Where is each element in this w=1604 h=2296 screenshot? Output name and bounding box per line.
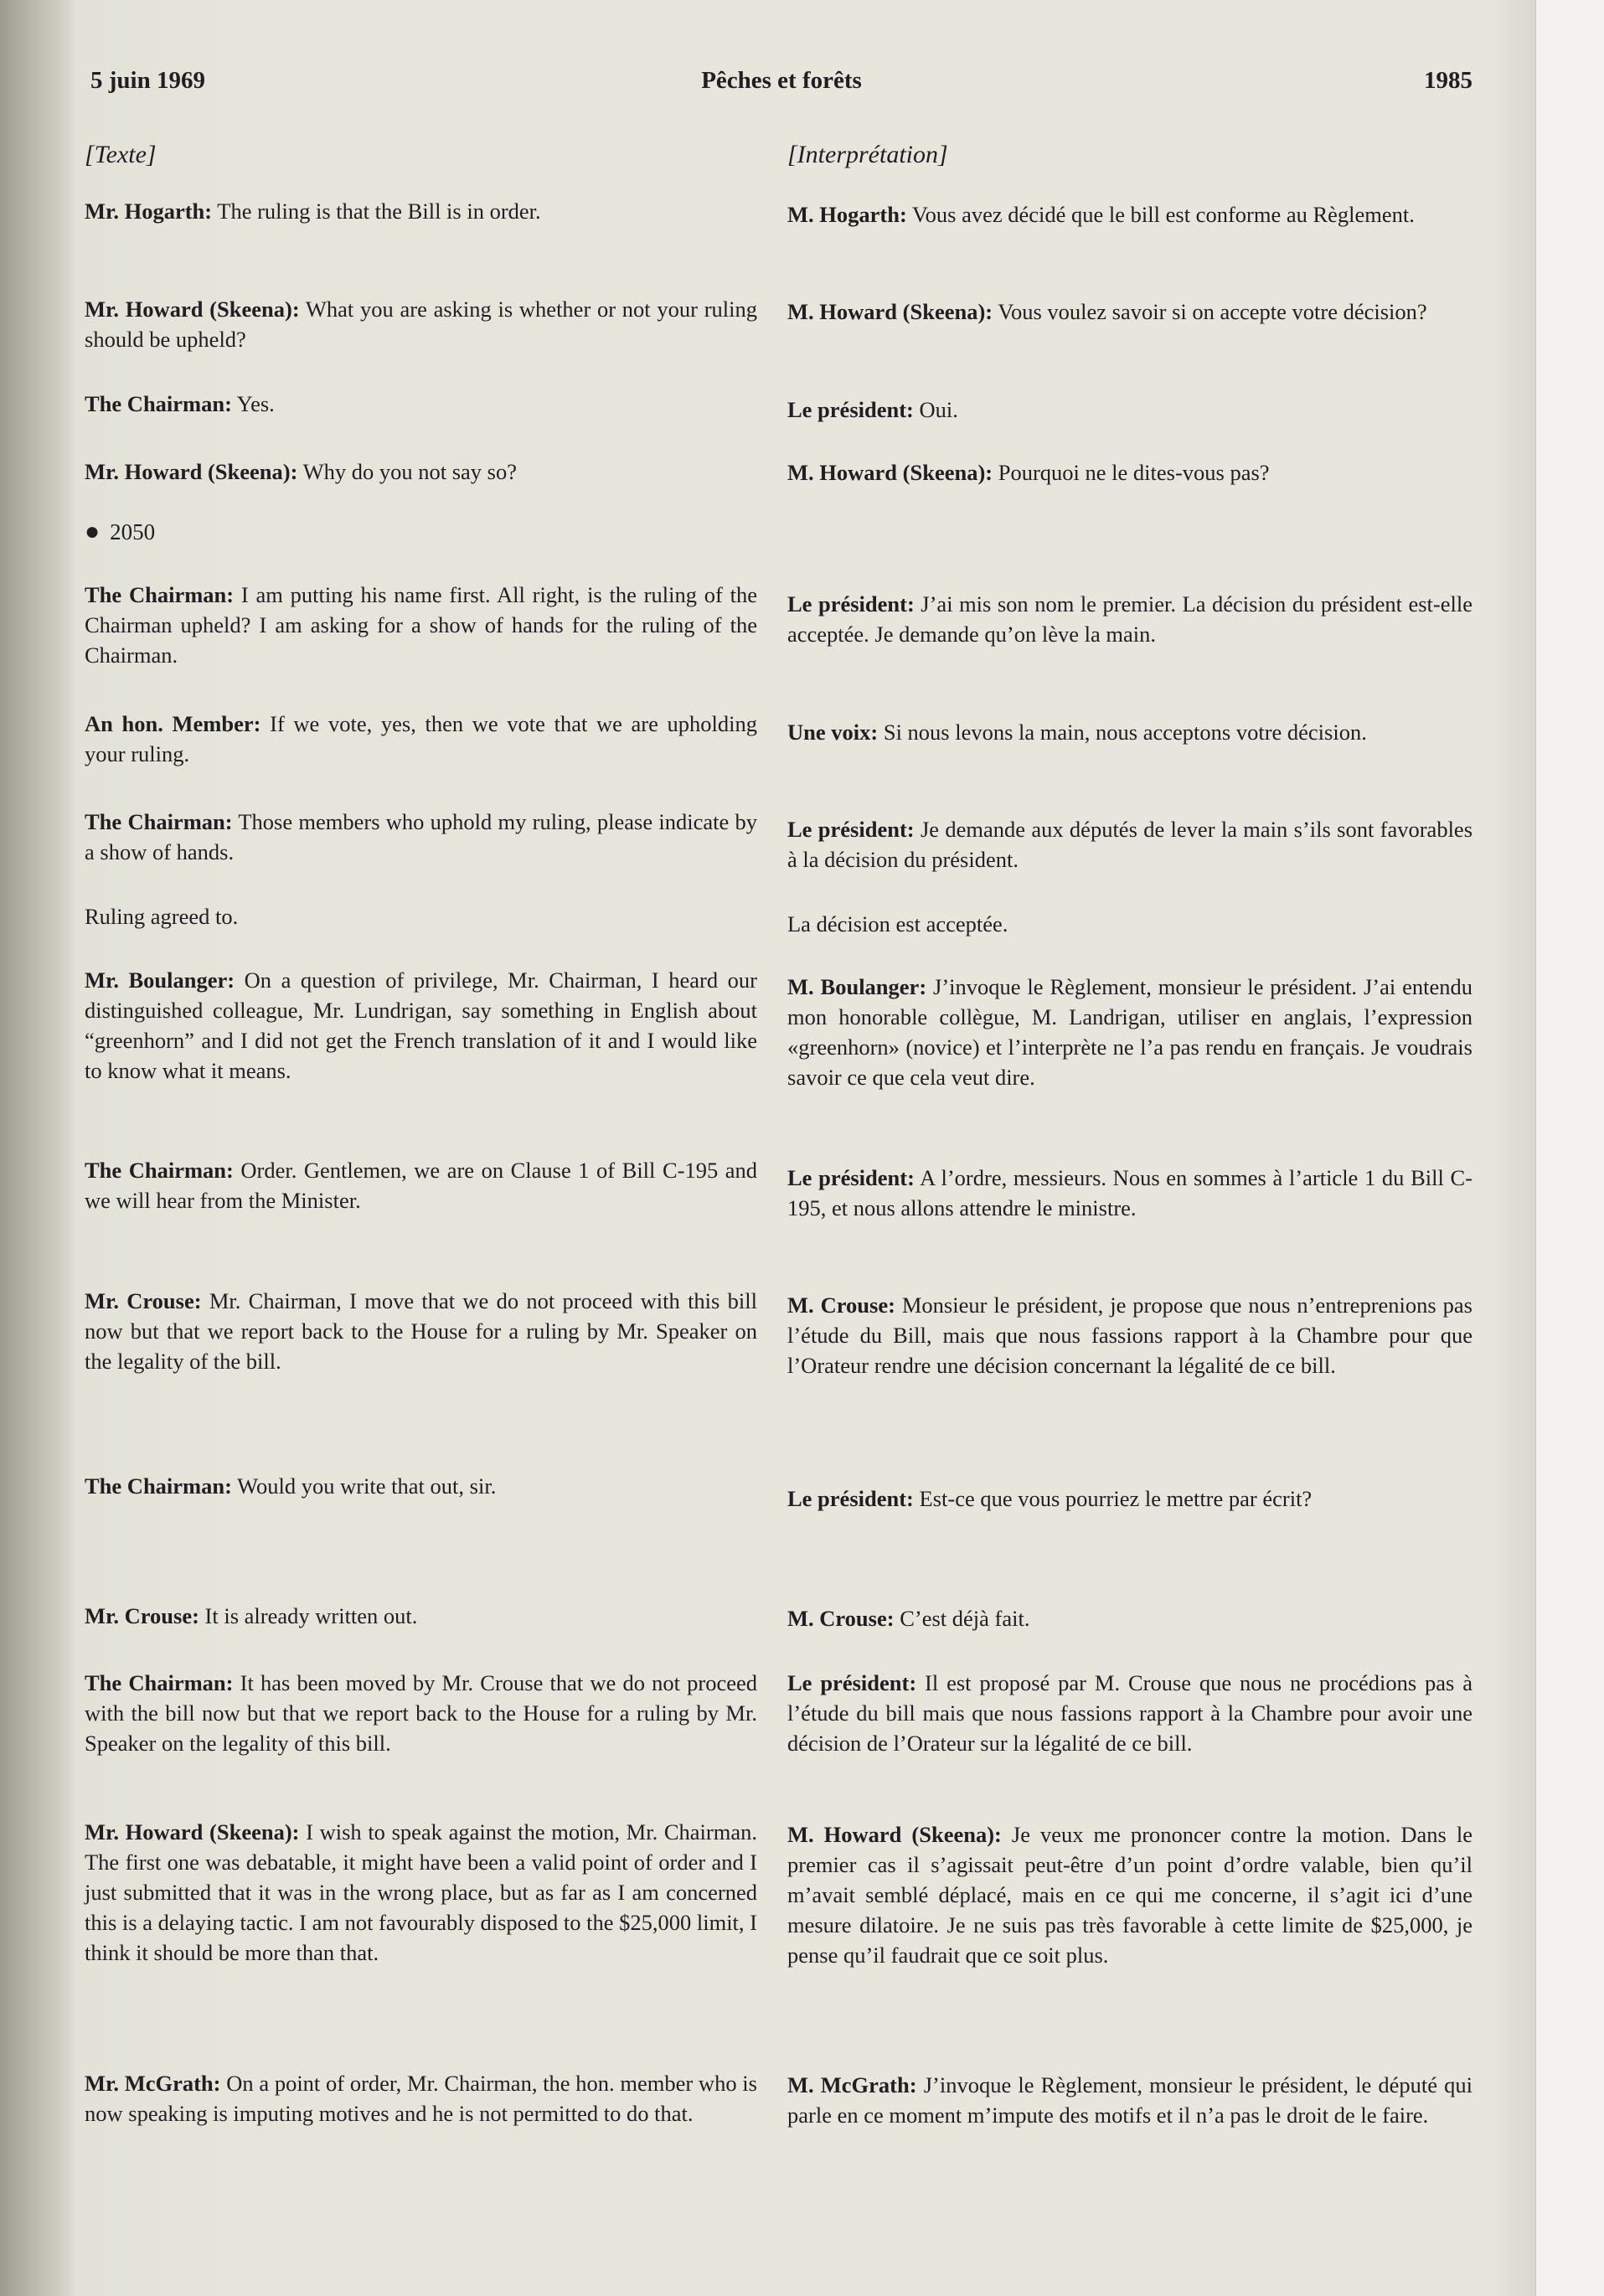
paragraph-en-14 xyxy=(85,1668,757,1758)
speaker: The Chairman: xyxy=(85,1473,232,1499)
speaker: Mr. McGrath: xyxy=(85,2071,221,2096)
speech-text: Yes. xyxy=(231,391,275,416)
speech-text: Vous avez décidé que le bill est conforme au Règlement. xyxy=(906,202,1415,227)
speaker: Mr. Hogarth: xyxy=(85,199,213,224)
paragraph-en-11 xyxy=(85,1286,757,1376)
speech-text: Je veux me prononcer contre la motion. Dans le premier cas il s’agissait peut-être d’un point d’ordre valable, bien qu’il m’avait semblé déplacé, mais en ce qui me concerne, il s’agit ici d’une mesure dilatoire. Je ne suis pas très favorable à cette limite de $25,000, je pense qu’il faudrait que ce soit plus. xyxy=(787,1822,1472,1968)
speaker: M. Boulanger: xyxy=(787,974,927,999)
speaker: M. Hogarth: xyxy=(787,202,907,227)
paragraph-fr-13 xyxy=(787,1603,1472,1633)
paragraph-en-6 xyxy=(85,709,757,769)
paragraph-fr-1 xyxy=(787,199,1472,230)
speech-text: Ruling agreed to. xyxy=(85,904,239,929)
speech-text: J’invoque le Règlement, monsieur le président, le député qui parle en ce moment m’impute des motifs et il n’a pas le droit de le faire. xyxy=(787,2072,1472,2128)
speaker: M. Howard (Skeena): xyxy=(787,299,993,324)
french-column-label: [Interprétation] xyxy=(787,141,948,168)
speaker: Le président: xyxy=(787,817,915,842)
speaker: Mr. Howard (Skeena): xyxy=(85,459,298,484)
speaker: The Chairman: xyxy=(85,1158,234,1183)
paragraph-fr-15 xyxy=(787,1819,1472,1970)
speech-text: Those members who uphold my ruling, please indicate by a show of hands. xyxy=(85,809,757,864)
paragraph-fr-14 xyxy=(787,1668,1472,1758)
speaker: Le président: xyxy=(787,591,915,617)
paragraph-fr-6 xyxy=(787,717,1472,747)
speaker: Une voix: xyxy=(787,720,879,745)
speech-text: J’invoque le Règlement, monsieur le président. J’ai entendu mon honorable collègue, M. Landrigan, utiliser en anglais, l’expression «greenhorn» (novice) et l’interprète ne l’a pas rendu en français. Je voudrais savoir ce que cela veut dire. xyxy=(787,974,1472,1090)
paragraph-fr-10 xyxy=(787,1163,1472,1223)
speech-text: If we vote, yes, then we vote that we are upholding your ruling. xyxy=(85,711,757,766)
paragraph-en-9 xyxy=(85,965,757,1086)
speech-text: Pourquoi ne le dites-vous pas? xyxy=(993,460,1270,485)
speaker: The Chairman: xyxy=(85,1670,234,1695)
speech-text: J’ai mis son nom le premier. La décision du président est-elle acceptée. Je demande qu’on lève la main. xyxy=(787,591,1472,647)
speech-text: La décision est acceptée. xyxy=(787,911,1008,936)
speaker: An hon. Member: xyxy=(85,711,261,736)
bullet-icon: ● xyxy=(85,518,101,545)
paragraph-fr-4 xyxy=(787,457,1472,488)
paragraph-fr-16 xyxy=(787,2070,1472,2130)
speaker: Mr. Crouse: xyxy=(85,1603,199,1628)
speech-text: On a point of order, Mr. Chairman, the hon. member who is now speaking is imputing motives and he is not permitted to do that. xyxy=(85,2071,757,2126)
speech-text: It is already written out. xyxy=(199,1603,418,1628)
speaker: M. Crouse: xyxy=(787,1606,895,1631)
page-number: 1985 xyxy=(1424,67,1472,94)
header-date: 5 juin 1969 xyxy=(90,67,205,94)
speaker: M. Howard (Skeena): xyxy=(787,460,993,485)
speaker: M. Howard (Skeena): xyxy=(787,1822,1002,1847)
speaker: Mr. Howard (Skeena): xyxy=(85,297,300,322)
paragraph-en-1 xyxy=(85,196,757,226)
time-marker xyxy=(85,518,155,546)
paragraph-en-4 xyxy=(85,457,757,487)
speaker: Mr. Howard (Skeena): xyxy=(85,1819,300,1845)
paragraph-fr-5 xyxy=(787,589,1472,649)
speaker: The Chairman: xyxy=(85,809,233,834)
speaker: The Chairman: xyxy=(85,582,235,607)
speaker: The Chairman: xyxy=(85,391,232,416)
paragraph-en-12 xyxy=(85,1471,757,1501)
speaker: Le président: xyxy=(787,1486,914,1511)
speaker: Le président: xyxy=(787,397,914,422)
page-header xyxy=(90,67,1472,109)
speech-text: On a question of privilege, Mr. Chairman, I heard our distinguished colleague, Mr. Lundrigan, say something in English about “greenhorn” and I did not get the French translation of it and I would like to know what it means. xyxy=(85,967,757,1083)
paragraph-en-7 xyxy=(85,807,757,867)
speaker: Mr. Boulanger: xyxy=(85,967,235,993)
paragraph-en-2 xyxy=(85,294,757,354)
speaker: M. Crouse: xyxy=(787,1292,895,1318)
speech-text: What you are asking is whether or not your ruling should be upheld? xyxy=(85,297,758,352)
next-page-edge xyxy=(1534,0,1604,2296)
paragraph-en-16 xyxy=(85,2068,757,2128)
speaker: M. McGrath: xyxy=(787,2072,917,2097)
speech-text: Si nous levons la main, nous acceptons votre décision. xyxy=(878,720,1367,745)
speaker: Le président: xyxy=(787,1165,915,1190)
time-marker-value: 2050 xyxy=(110,519,156,544)
paragraph-en-15 xyxy=(85,1817,757,1968)
speech-text: Vous voulez savoir si on accepte votre décision? xyxy=(993,299,1427,324)
header-title: Pêches et forêts xyxy=(701,67,862,94)
paragraph-en-5 xyxy=(85,580,757,670)
speech-text: The ruling is that the Bill is in order. xyxy=(212,199,541,224)
paragraph-en-8 xyxy=(85,901,757,931)
book-binding-shadow xyxy=(0,0,75,2296)
speech-text: It has been moved by Mr. Crouse that we do not proceed with the bill now but that we report back to the House for a ruling by Mr. Speaker on the legality of this bill. xyxy=(85,1670,757,1756)
speaker: Le président: xyxy=(787,1670,917,1695)
speaker: Mr. Crouse: xyxy=(85,1288,202,1313)
speech-text: I wish to speak against the motion, Mr. Chairman. The first one was debatable, it might have been a valid point of order and I just submitted that it was in the wrong place, but as far as I am concerned this is a delaying tactic. I am not favourably disposed to the $25,000 limit, I think it should be more than that. xyxy=(85,1819,757,1965)
speech-text: Je demande aux députés de lever la main s’ils sont favorables à la décision du président. xyxy=(787,817,1473,872)
paragraph-fr-2 xyxy=(787,297,1472,327)
speech-text: Oui. xyxy=(913,397,958,422)
speech-text: Monsieur le président, je propose que nous n’entreprenions pas l’étude du Bill, mais que nous fassions rapport à la Chambre pour que l’Orateur rendre une décision concernant la légalité de ce bill. xyxy=(787,1292,1472,1378)
paragraph-fr-8 xyxy=(787,909,1472,939)
speech-text: C’est déjà fait. xyxy=(894,1606,1030,1631)
speech-text: Would you write that out, sir. xyxy=(231,1473,497,1499)
paragraph-fr-9 xyxy=(787,972,1472,1092)
paragraph-en-10 xyxy=(85,1155,757,1215)
speech-text: Est-ce que vous pourriez le mettre par écrit? xyxy=(913,1486,1313,1511)
speech-text: I am putting his name first. All right, is the ruling of the Chairman upheld? I am asking for a show of hands for the ruling of the Chairman. xyxy=(85,582,757,668)
speech-text: Il est proposé par M. Crouse que nous ne procédions pas à l’étude du bill mais que nous fassions rapport à la Chambre pour avoir une décision de l’Orateur sur la légalité de ce bill. xyxy=(787,1670,1472,1756)
english-column-label: [Texte] xyxy=(85,141,157,168)
paragraph-fr-11 xyxy=(787,1290,1472,1380)
paragraph-en-3 xyxy=(85,389,757,419)
speech-text: Why do you not say so? xyxy=(297,459,517,484)
paragraph-fr-3 xyxy=(787,395,1472,425)
speech-text: Mr. Chairman, I move that we do not proceed with this bill now but that we report back to the House for a ruling by Mr. Speaker on the legality of the bill. xyxy=(85,1288,757,1374)
paragraph-en-13 xyxy=(85,1601,757,1631)
speech-text: A l’ordre, messieurs. Nous en sommes à l’article 1 du Bill C-195, et nous allons attendre le ministre. xyxy=(787,1165,1473,1220)
paragraph-fr-12 xyxy=(787,1483,1472,1514)
paragraph-fr-7 xyxy=(787,814,1472,875)
speech-text: Order. Gentlemen, we are on Clause 1 of Bill C-195 and we will hear from the Minister. xyxy=(85,1158,757,1213)
